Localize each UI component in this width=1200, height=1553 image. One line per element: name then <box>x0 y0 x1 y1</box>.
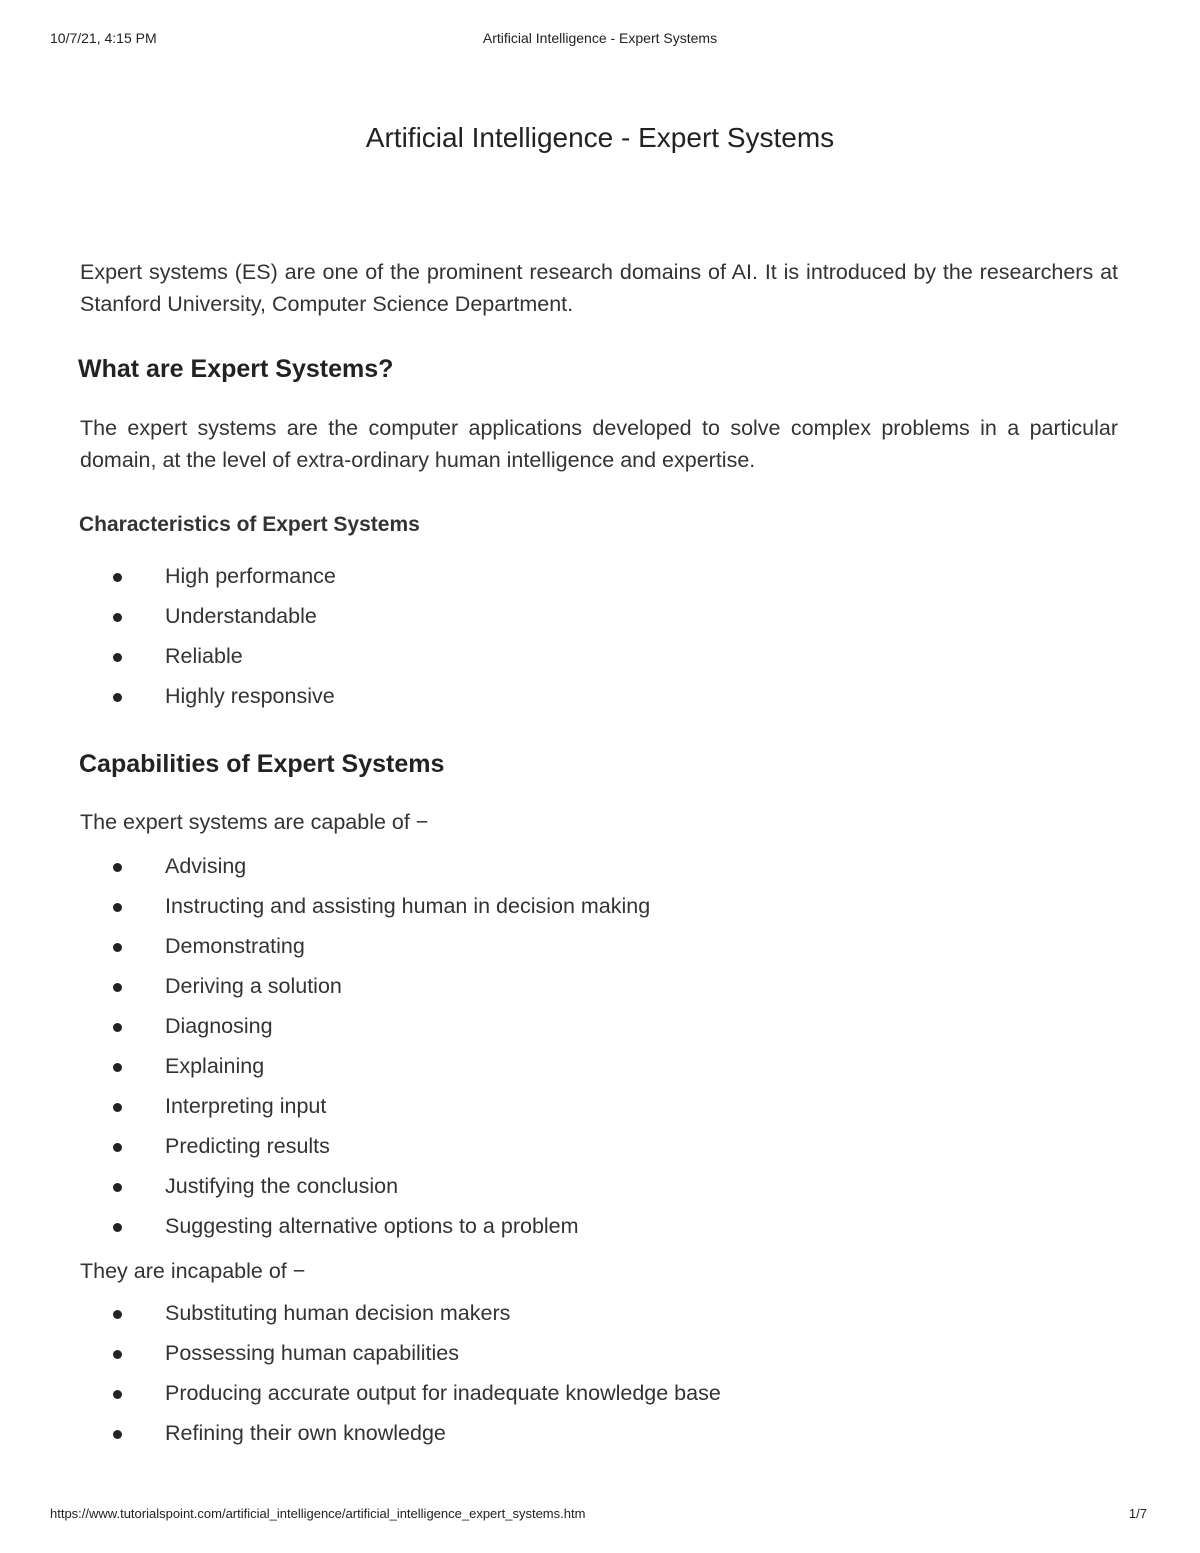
bullet-icon <box>113 1390 122 1399</box>
intro-paragraph: Expert systems (ES) are one of the prominent research domains of AI. It is introduced by the researchers at Stanford University, Computer Science Department. <box>80 260 1118 316</box>
list-item: Suggesting alternative options to a problem <box>80 1214 1118 1254</box>
bullet-icon <box>113 903 122 912</box>
bullet-icon <box>113 983 122 992</box>
bullet-icon <box>113 863 122 872</box>
list-item: Understandable <box>80 604 1118 644</box>
print-datetime: 10/7/21, 4:15 PM <box>50 30 157 46</box>
section-heading-capabilities: Capabilities of Expert Systems <box>79 750 445 778</box>
list-item: Justifying the conclusion <box>80 1174 1118 1214</box>
list-item: Instructing and assisting human in decision making <box>80 894 1118 934</box>
list-item: Explaining <box>80 1054 1118 1094</box>
bullet-icon <box>113 1183 122 1192</box>
bullet-icon <box>113 1143 122 1152</box>
capable-list <box>80 854 1118 1254</box>
bullet-icon <box>113 1430 122 1439</box>
list-item: Diagnosing <box>80 1014 1118 1054</box>
list-item: Advising <box>80 854 1118 894</box>
section-heading-what: What are Expert Systems? <box>78 355 394 383</box>
bullet-icon <box>113 1350 122 1359</box>
bullet-icon <box>113 1023 122 1032</box>
print-url: https://www.tutorialspoint.com/artificial_intelligence/artificial_intelligence_expert_systems.htm <box>50 1506 586 1521</box>
bullet-icon <box>113 693 122 702</box>
bullet-icon <box>113 1223 122 1232</box>
bullet-icon <box>113 1310 122 1319</box>
print-page-title: Artificial Intelligence - Expert Systems <box>482 30 718 46</box>
incapable-list <box>80 1301 1118 1461</box>
list-item: Reliable <box>80 644 1118 684</box>
bullet-icon <box>113 943 122 952</box>
bullet-icon <box>113 1063 122 1072</box>
capable-intro: The expert systems are capable of − <box>80 810 429 834</box>
list-item: Demonstrating <box>80 934 1118 974</box>
list-item: Highly responsive <box>80 684 1118 724</box>
page-number: 1/7 <box>1128 1506 1147 1521</box>
list-item: Possessing human capabilities <box>80 1341 1118 1381</box>
list-item: Deriving a solution <box>80 974 1118 1014</box>
bullet-icon <box>113 653 122 662</box>
bullet-icon <box>113 1103 122 1112</box>
characteristics-list <box>80 564 1118 724</box>
what-paragraph: The expert systems are the computer applications developed to solve complex problems in a particular domain, at the level of extra-ordinary human intelligence and expertise. <box>80 416 1118 472</box>
subheading-characteristics: Characteristics of Expert Systems <box>79 513 420 536</box>
incapable-intro: They are incapable of − <box>80 1259 306 1283</box>
bullet-icon <box>113 613 122 622</box>
bullet-icon <box>113 573 122 582</box>
list-item: Predicting results <box>80 1134 1118 1174</box>
list-item: High performance <box>80 564 1118 604</box>
page-title: Artificial Intelligence - Expert Systems <box>365 122 835 153</box>
list-item: Substituting human decision makers <box>80 1301 1118 1341</box>
list-item: Producing accurate output for inadequate knowledge base <box>80 1381 1118 1421</box>
list-item: Interpreting input <box>80 1094 1118 1134</box>
list-item: Refining their own knowledge <box>80 1421 1118 1461</box>
